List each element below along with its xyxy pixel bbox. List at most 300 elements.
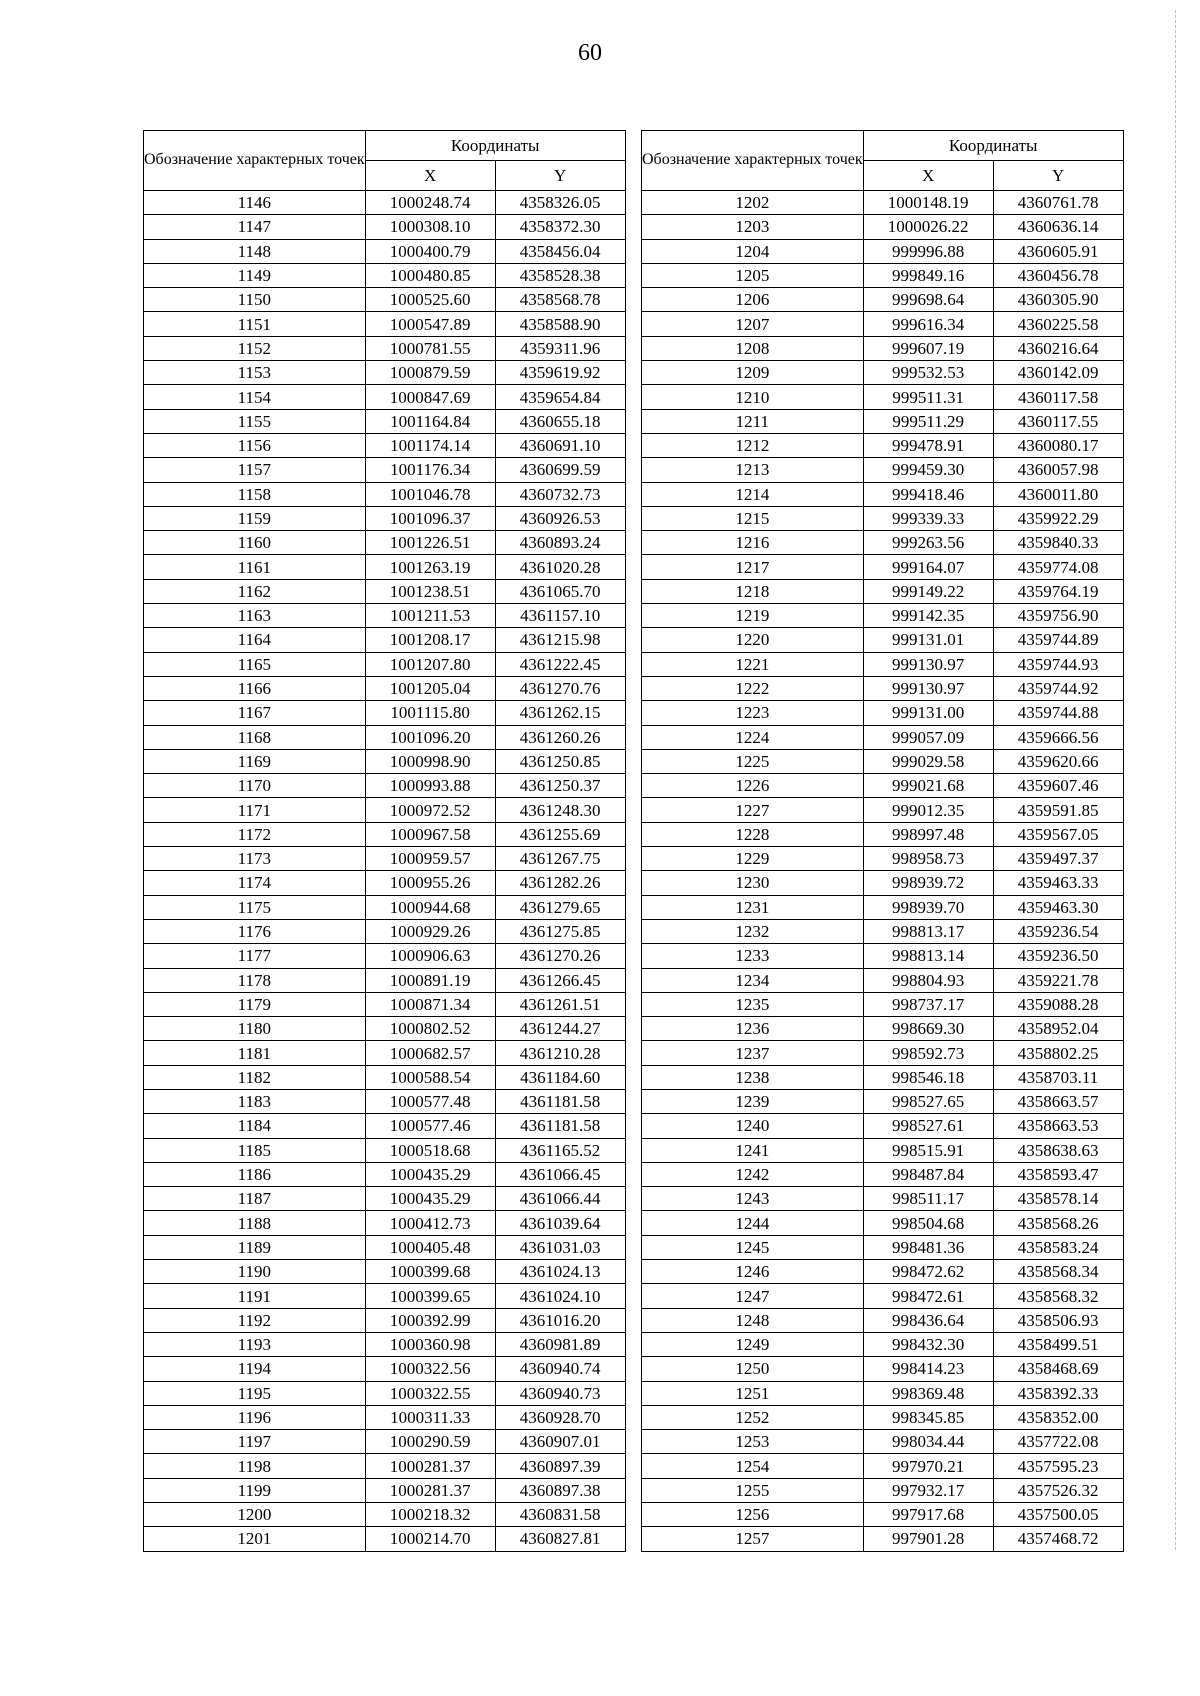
y-coordinate-cell: 4358506.93	[993, 1308, 1123, 1332]
table-row	[642, 895, 1124, 919]
y-coordinate-cell: 4360605.91	[993, 239, 1123, 263]
x-coordinate-cell: 1000480.85	[365, 263, 495, 287]
point-id-cell: 1197	[144, 1430, 366, 1454]
point-id-cell: 1239	[642, 1089, 864, 1113]
x-coordinate-cell: 1000322.56	[365, 1357, 495, 1381]
point-id-cell: 1164	[144, 628, 366, 652]
y-header: Y	[993, 161, 1123, 191]
x-coordinate-cell: 999607.19	[863, 336, 993, 360]
x-coordinate-cell: 1000400.79	[365, 239, 495, 263]
x-coordinate-cell: 999478.91	[863, 433, 993, 457]
table-row	[144, 1260, 626, 1284]
point-id-cell: 1179	[144, 992, 366, 1016]
x-coordinate-cell: 1000993.88	[365, 774, 495, 798]
x-coordinate-cell: 999849.16	[863, 263, 993, 287]
point-id-cell: 1226	[642, 774, 864, 798]
point-id-cell: 1225	[642, 749, 864, 773]
y-coordinate-cell: 4361181.58	[495, 1114, 625, 1138]
table-row	[144, 1114, 626, 1138]
table-row	[144, 919, 626, 943]
y-coordinate-cell: 4359463.30	[993, 895, 1123, 919]
y-coordinate-cell: 4361016.20	[495, 1308, 625, 1332]
point-id-cell: 1244	[642, 1211, 864, 1235]
y-coordinate-cell: 4359744.89	[993, 628, 1123, 652]
x-coordinate-cell: 1001096.37	[365, 506, 495, 530]
x-coordinate-cell: 1001174.14	[365, 433, 495, 457]
x-coordinate-cell: 1000955.26	[365, 871, 495, 895]
point-id-cell: 1181	[144, 1041, 366, 1065]
table-row	[642, 506, 1124, 530]
point-id-cell: 1218	[642, 579, 864, 603]
point-id-cell: 1199	[144, 1478, 366, 1502]
x-coordinate-cell: 998804.93	[863, 968, 993, 992]
point-id-cell: 1252	[642, 1405, 864, 1429]
point-id-cell: 1192	[144, 1308, 366, 1332]
y-coordinate-cell: 4361260.26	[495, 725, 625, 749]
y-coordinate-cell: 4360142.09	[993, 361, 1123, 385]
point-id-cell: 1194	[144, 1357, 366, 1381]
y-coordinate-cell: 4360928.70	[495, 1405, 625, 1429]
table-row	[144, 847, 626, 871]
y-coordinate-cell: 4358352.00	[993, 1405, 1123, 1429]
point-id-cell: 1216	[642, 531, 864, 555]
point-id-cell: 1211	[642, 409, 864, 433]
coordinates-header: Координаты	[365, 131, 625, 161]
point-id-cell: 1233	[642, 944, 864, 968]
y-coordinate-cell: 4359744.88	[993, 701, 1123, 725]
y-coordinate-cell: 4360831.58	[495, 1503, 625, 1527]
x-coordinate-cell: 1001208.17	[365, 628, 495, 652]
x-coordinate-cell: 999996.88	[863, 239, 993, 263]
x-coordinate-cell: 1000847.69	[365, 385, 495, 409]
y-coordinate-cell: 4359654.84	[495, 385, 625, 409]
x-coordinate-cell: 999532.53	[863, 361, 993, 385]
x-coordinate-cell: 999511.29	[863, 409, 993, 433]
y-coordinate-cell: 4361065.70	[495, 579, 625, 603]
point-id-cell: 1157	[144, 458, 366, 482]
table-row	[642, 676, 1124, 700]
x-coordinate-cell: 999057.09	[863, 725, 993, 749]
point-id-cell: 1203	[642, 215, 864, 239]
y-coordinate-cell: 4360011.80	[993, 482, 1123, 506]
x-coordinate-cell: 1000399.68	[365, 1260, 495, 1284]
y-coordinate-cell: 4359840.33	[993, 531, 1123, 555]
x-coordinate-cell: 998546.18	[863, 1065, 993, 1089]
point-id-cell: 1246	[642, 1260, 864, 1284]
point-id-cell: 1204	[642, 239, 864, 263]
scan-artifact-line	[1175, 10, 1177, 1550]
table-row	[642, 361, 1124, 385]
x-coordinate-cell: 1000577.48	[365, 1089, 495, 1113]
y-coordinate-cell: 4359463.33	[993, 871, 1123, 895]
table-row	[144, 1041, 626, 1065]
x-coordinate-cell: 998472.61	[863, 1284, 993, 1308]
table-row	[642, 1284, 1124, 1308]
y-coordinate-cell: 4359619.92	[495, 361, 625, 385]
table-row	[144, 822, 626, 846]
point-id-cell: 1201	[144, 1527, 366, 1551]
x-coordinate-cell: 1000399.65	[365, 1284, 495, 1308]
y-coordinate-cell: 4359922.29	[993, 506, 1123, 530]
table-row	[642, 604, 1124, 628]
x-coordinate-cell: 998813.14	[863, 944, 993, 968]
y-coordinate-cell: 4360117.55	[993, 409, 1123, 433]
y-coordinate-cell: 4359620.66	[993, 749, 1123, 773]
x-coordinate-cell: 997970.21	[863, 1454, 993, 1478]
point-id-cell: 1219	[642, 604, 864, 628]
x-coordinate-cell: 1000360.98	[365, 1332, 495, 1356]
table-row	[144, 1381, 626, 1405]
point-id-cell: 1167	[144, 701, 366, 725]
x-coordinate-cell: 998432.30	[863, 1332, 993, 1356]
point-id-cell: 1210	[642, 385, 864, 409]
table-row	[144, 871, 626, 895]
point-id-cell: 1228	[642, 822, 864, 846]
point-id-cell: 1220	[642, 628, 864, 652]
point-id-cell: 1248	[642, 1308, 864, 1332]
x-coordinate-cell: 999616.34	[863, 312, 993, 336]
x-coordinate-cell: 1000290.59	[365, 1430, 495, 1454]
table-row	[642, 968, 1124, 992]
table-row	[642, 409, 1124, 433]
point-id-cell: 1206	[642, 288, 864, 312]
x-coordinate-cell: 999459.30	[863, 458, 993, 482]
x-coordinate-cell: 1001176.34	[365, 458, 495, 482]
x-coordinate-cell: 999698.64	[863, 288, 993, 312]
point-id-cell: 1238	[642, 1065, 864, 1089]
x-coordinate-cell: 999012.35	[863, 798, 993, 822]
point-id-cell: 1168	[144, 725, 366, 749]
point-id-cell: 1230	[642, 871, 864, 895]
x-coordinate-cell: 1000214.70	[365, 1527, 495, 1551]
table-row	[144, 604, 626, 628]
y-coordinate-cell: 4359567.05	[993, 822, 1123, 846]
y-coordinate-cell: 4358588.90	[495, 312, 625, 336]
table-row	[642, 749, 1124, 773]
x-coordinate-cell: 998472.62	[863, 1260, 993, 1284]
y-coordinate-cell: 4360699.59	[495, 458, 625, 482]
table-row	[642, 1235, 1124, 1259]
y-coordinate-cell: 4360940.74	[495, 1357, 625, 1381]
y-coordinate-cell: 4361165.52	[495, 1138, 625, 1162]
x-coordinate-cell: 1001211.53	[365, 604, 495, 628]
point-id-cell: 1182	[144, 1065, 366, 1089]
point-id-cell: 1202	[642, 191, 864, 215]
y-coordinate-cell: 4360893.24	[495, 531, 625, 555]
y-coordinate-cell: 4358499.51	[993, 1332, 1123, 1356]
table-row	[642, 1017, 1124, 1041]
point-id-cell: 1254	[642, 1454, 864, 1478]
point-id-cell: 1213	[642, 458, 864, 482]
point-id-cell: 1207	[642, 312, 864, 336]
table-row	[144, 1357, 626, 1381]
coordinates-header: Координаты	[863, 131, 1123, 161]
table-row	[144, 555, 626, 579]
table-row	[144, 1478, 626, 1502]
y-coordinate-cell: 4360216.64	[993, 336, 1123, 360]
y-coordinate-cell: 4359236.54	[993, 919, 1123, 943]
y-coordinate-cell: 4357468.72	[993, 1527, 1123, 1551]
point-id-cell: 1240	[642, 1114, 864, 1138]
y-coordinate-cell: 4360225.58	[993, 312, 1123, 336]
x-coordinate-cell: 998737.17	[863, 992, 993, 1016]
x-coordinate-cell: 998436.64	[863, 1308, 993, 1332]
table-row	[144, 1138, 626, 1162]
table-row	[642, 798, 1124, 822]
y-coordinate-cell: 4359311.96	[495, 336, 625, 360]
y-coordinate-cell: 4361031.03	[495, 1235, 625, 1259]
y-coordinate-cell: 4361248.30	[495, 798, 625, 822]
y-coordinate-cell: 4360732.73	[495, 482, 625, 506]
y-coordinate-cell: 4361261.51	[495, 992, 625, 1016]
point-id-cell: 1245	[642, 1235, 864, 1259]
x-coordinate-cell: 1000967.58	[365, 822, 495, 846]
x-coordinate-cell: 998527.61	[863, 1114, 993, 1138]
y-coordinate-cell: 4359764.19	[993, 579, 1123, 603]
x-coordinate-cell: 1000879.59	[365, 361, 495, 385]
table-row	[642, 992, 1124, 1016]
x-coordinate-cell: 1000322.55	[365, 1381, 495, 1405]
x-coordinate-cell: 1000392.99	[365, 1308, 495, 1332]
table-row	[144, 1527, 626, 1551]
x-coordinate-cell: 1001238.51	[365, 579, 495, 603]
x-coordinate-cell: 1000906.63	[365, 944, 495, 968]
y-coordinate-cell: 4361244.27	[495, 1017, 625, 1041]
table-row	[144, 895, 626, 919]
x-coordinate-cell: 999418.46	[863, 482, 993, 506]
table-row	[642, 1211, 1124, 1235]
x-coordinate-cell: 1000405.48	[365, 1235, 495, 1259]
table-row	[144, 701, 626, 725]
y-coordinate-cell: 4361282.26	[495, 871, 625, 895]
y-coordinate-cell: 4361250.37	[495, 774, 625, 798]
y-coordinate-cell: 4358952.04	[993, 1017, 1123, 1041]
table-row	[144, 725, 626, 749]
y-coordinate-cell: 4361024.13	[495, 1260, 625, 1284]
point-id-cell: 1188	[144, 1211, 366, 1235]
y-coordinate-cell: 4360926.53	[495, 506, 625, 530]
table-row	[642, 847, 1124, 871]
y-coordinate-cell: 4358456.04	[495, 239, 625, 263]
table-row	[642, 1405, 1124, 1429]
y-coordinate-cell: 4358568.32	[993, 1284, 1123, 1308]
x-coordinate-cell: 1000871.34	[365, 992, 495, 1016]
table-row	[144, 458, 626, 482]
point-id-cell: 1200	[144, 1503, 366, 1527]
point-id-cell: 1249	[642, 1332, 864, 1356]
point-id-cell: 1250	[642, 1357, 864, 1381]
table-row	[642, 919, 1124, 943]
table-row	[144, 433, 626, 457]
y-coordinate-cell: 4358568.78	[495, 288, 625, 312]
table-row	[144, 944, 626, 968]
x-coordinate-cell: 998511.17	[863, 1187, 993, 1211]
point-id-cell: 1191	[144, 1284, 366, 1308]
x-coordinate-cell: 997901.28	[863, 1527, 993, 1551]
x-coordinate-cell: 1001096.20	[365, 725, 495, 749]
point-id-cell: 1190	[144, 1260, 366, 1284]
y-coordinate-cell: 4360456.78	[993, 263, 1123, 287]
point-id-cell: 1162	[144, 579, 366, 603]
y-coordinate-cell: 4358703.11	[993, 1065, 1123, 1089]
point-id-cell: 1172	[144, 822, 366, 846]
table-row	[642, 944, 1124, 968]
point-id-cell: 1214	[642, 482, 864, 506]
point-id-cell: 1231	[642, 895, 864, 919]
point-id-cell: 1193	[144, 1332, 366, 1356]
table-row	[642, 1162, 1124, 1186]
table-row	[144, 628, 626, 652]
point-id-cell: 1237	[642, 1041, 864, 1065]
table-row	[642, 1041, 1124, 1065]
y-coordinate-cell: 4359221.78	[993, 968, 1123, 992]
x-coordinate-cell: 1000588.54	[365, 1065, 495, 1089]
x-header: X	[863, 161, 993, 191]
point-id-cell: 1158	[144, 482, 366, 506]
x-coordinate-cell: 999511.31	[863, 385, 993, 409]
x-coordinate-cell: 1001207.80	[365, 652, 495, 676]
point-id-cell: 1153	[144, 361, 366, 385]
table-row	[642, 288, 1124, 312]
y-coordinate-cell: 4361215.98	[495, 628, 625, 652]
point-id-cell: 1151	[144, 312, 366, 336]
table-row	[144, 531, 626, 555]
y-coordinate-cell: 4361279.65	[495, 895, 625, 919]
x-coordinate-cell: 998813.17	[863, 919, 993, 943]
x-coordinate-cell: 998515.91	[863, 1138, 993, 1162]
y-coordinate-cell: 4358468.69	[993, 1357, 1123, 1381]
x-coordinate-cell: 999131.01	[863, 628, 993, 652]
table-row	[144, 312, 626, 336]
coordinates-table-left	[143, 130, 626, 1552]
point-id-cell: 1242	[642, 1162, 864, 1186]
y-coordinate-cell: 4360117.58	[993, 385, 1123, 409]
point-id-cell: 1215	[642, 506, 864, 530]
table-row	[642, 1187, 1124, 1211]
x-coordinate-cell: 1000682.57	[365, 1041, 495, 1065]
point-id-cell: 1243	[642, 1187, 864, 1211]
table-row	[144, 263, 626, 287]
x-coordinate-cell: 998369.48	[863, 1381, 993, 1405]
designation-header: Обозначение характерных точек	[642, 131, 864, 191]
point-id-cell: 1169	[144, 749, 366, 773]
point-id-cell: 1227	[642, 798, 864, 822]
y-coordinate-cell: 4361270.26	[495, 944, 625, 968]
point-id-cell: 1180	[144, 1017, 366, 1041]
x-coordinate-cell: 998958.73	[863, 847, 993, 871]
y-coordinate-cell: 4361181.58	[495, 1089, 625, 1113]
point-id-cell: 1253	[642, 1430, 864, 1454]
x-coordinate-cell: 998939.72	[863, 871, 993, 895]
point-id-cell: 1154	[144, 385, 366, 409]
x-coordinate-cell: 999142.35	[863, 604, 993, 628]
x-coordinate-cell: 1000148.19	[863, 191, 993, 215]
y-coordinate-cell: 4359744.93	[993, 652, 1123, 676]
point-id-cell: 1257	[642, 1527, 864, 1551]
y-coordinate-cell: 4358583.24	[993, 1235, 1123, 1259]
point-id-cell: 1161	[144, 555, 366, 579]
y-coordinate-cell: 4360080.17	[993, 433, 1123, 457]
table-row	[144, 361, 626, 385]
x-coordinate-cell: 998345.85	[863, 1405, 993, 1429]
x-coordinate-cell: 1000547.89	[365, 312, 495, 336]
y-coordinate-cell: 4361066.45	[495, 1162, 625, 1186]
point-id-cell: 1256	[642, 1503, 864, 1527]
y-coordinate-cell: 4358638.63	[993, 1138, 1123, 1162]
y-coordinate-cell: 4358528.38	[495, 263, 625, 287]
point-id-cell: 1165	[144, 652, 366, 676]
x-coordinate-cell: 1000891.19	[365, 968, 495, 992]
x-coordinate-cell: 1000518.68	[365, 1138, 495, 1162]
table-row	[642, 555, 1124, 579]
x-coordinate-cell: 999339.33	[863, 506, 993, 530]
table-row	[144, 1332, 626, 1356]
point-id-cell: 1186	[144, 1162, 366, 1186]
point-id-cell: 1198	[144, 1454, 366, 1478]
point-id-cell: 1208	[642, 336, 864, 360]
y-coordinate-cell: 4360057.98	[993, 458, 1123, 482]
point-id-cell: 1185	[144, 1138, 366, 1162]
point-id-cell: 1222	[642, 676, 864, 700]
y-coordinate-cell: 4361024.10	[495, 1284, 625, 1308]
table-row	[144, 1017, 626, 1041]
x-coordinate-cell: 999263.56	[863, 531, 993, 555]
y-coordinate-cell: 4361275.85	[495, 919, 625, 943]
table-row	[144, 579, 626, 603]
page-number: 60	[578, 40, 602, 66]
point-id-cell: 1177	[144, 944, 366, 968]
x-coordinate-cell: 998997.48	[863, 822, 993, 846]
point-id-cell: 1163	[144, 604, 366, 628]
y-coordinate-cell: 4359591.85	[993, 798, 1123, 822]
x-coordinate-cell: 998527.65	[863, 1089, 993, 1113]
x-coordinate-cell: 999131.00	[863, 701, 993, 725]
x-coordinate-cell: 998487.84	[863, 1162, 993, 1186]
table-row	[642, 433, 1124, 457]
point-id-cell: 1150	[144, 288, 366, 312]
x-coordinate-cell: 999021.68	[863, 774, 993, 798]
x-coordinate-cell: 998034.44	[863, 1430, 993, 1454]
point-id-cell: 1152	[144, 336, 366, 360]
x-coordinate-cell: 1000525.60	[365, 288, 495, 312]
point-id-cell: 1184	[144, 1114, 366, 1138]
point-id-cell: 1187	[144, 1187, 366, 1211]
table-row	[144, 1065, 626, 1089]
x-coordinate-cell: 999164.07	[863, 555, 993, 579]
x-coordinate-cell: 1000959.57	[365, 847, 495, 871]
table-row	[642, 458, 1124, 482]
y-coordinate-cell: 4361222.45	[495, 652, 625, 676]
x-coordinate-cell: 1000435.29	[365, 1187, 495, 1211]
x-coordinate-cell: 1000308.10	[365, 215, 495, 239]
x-coordinate-cell: 1000577.46	[365, 1114, 495, 1138]
x-coordinate-cell: 999130.97	[863, 676, 993, 700]
y-coordinate-cell: 4360897.38	[495, 1478, 625, 1502]
table-row	[642, 871, 1124, 895]
point-id-cell: 1251	[642, 1381, 864, 1405]
table-row	[642, 1114, 1124, 1138]
x-coordinate-cell: 1001164.84	[365, 409, 495, 433]
table-row	[144, 798, 626, 822]
table-row	[642, 215, 1124, 239]
table-row	[642, 1381, 1124, 1405]
table-row	[642, 191, 1124, 215]
y-coordinate-cell: 4361020.28	[495, 555, 625, 579]
point-id-cell: 1171	[144, 798, 366, 822]
y-coordinate-cell: 4357595.23	[993, 1454, 1123, 1478]
y-coordinate-cell: 4360827.81	[495, 1527, 625, 1551]
y-coordinate-cell: 4361262.15	[495, 701, 625, 725]
